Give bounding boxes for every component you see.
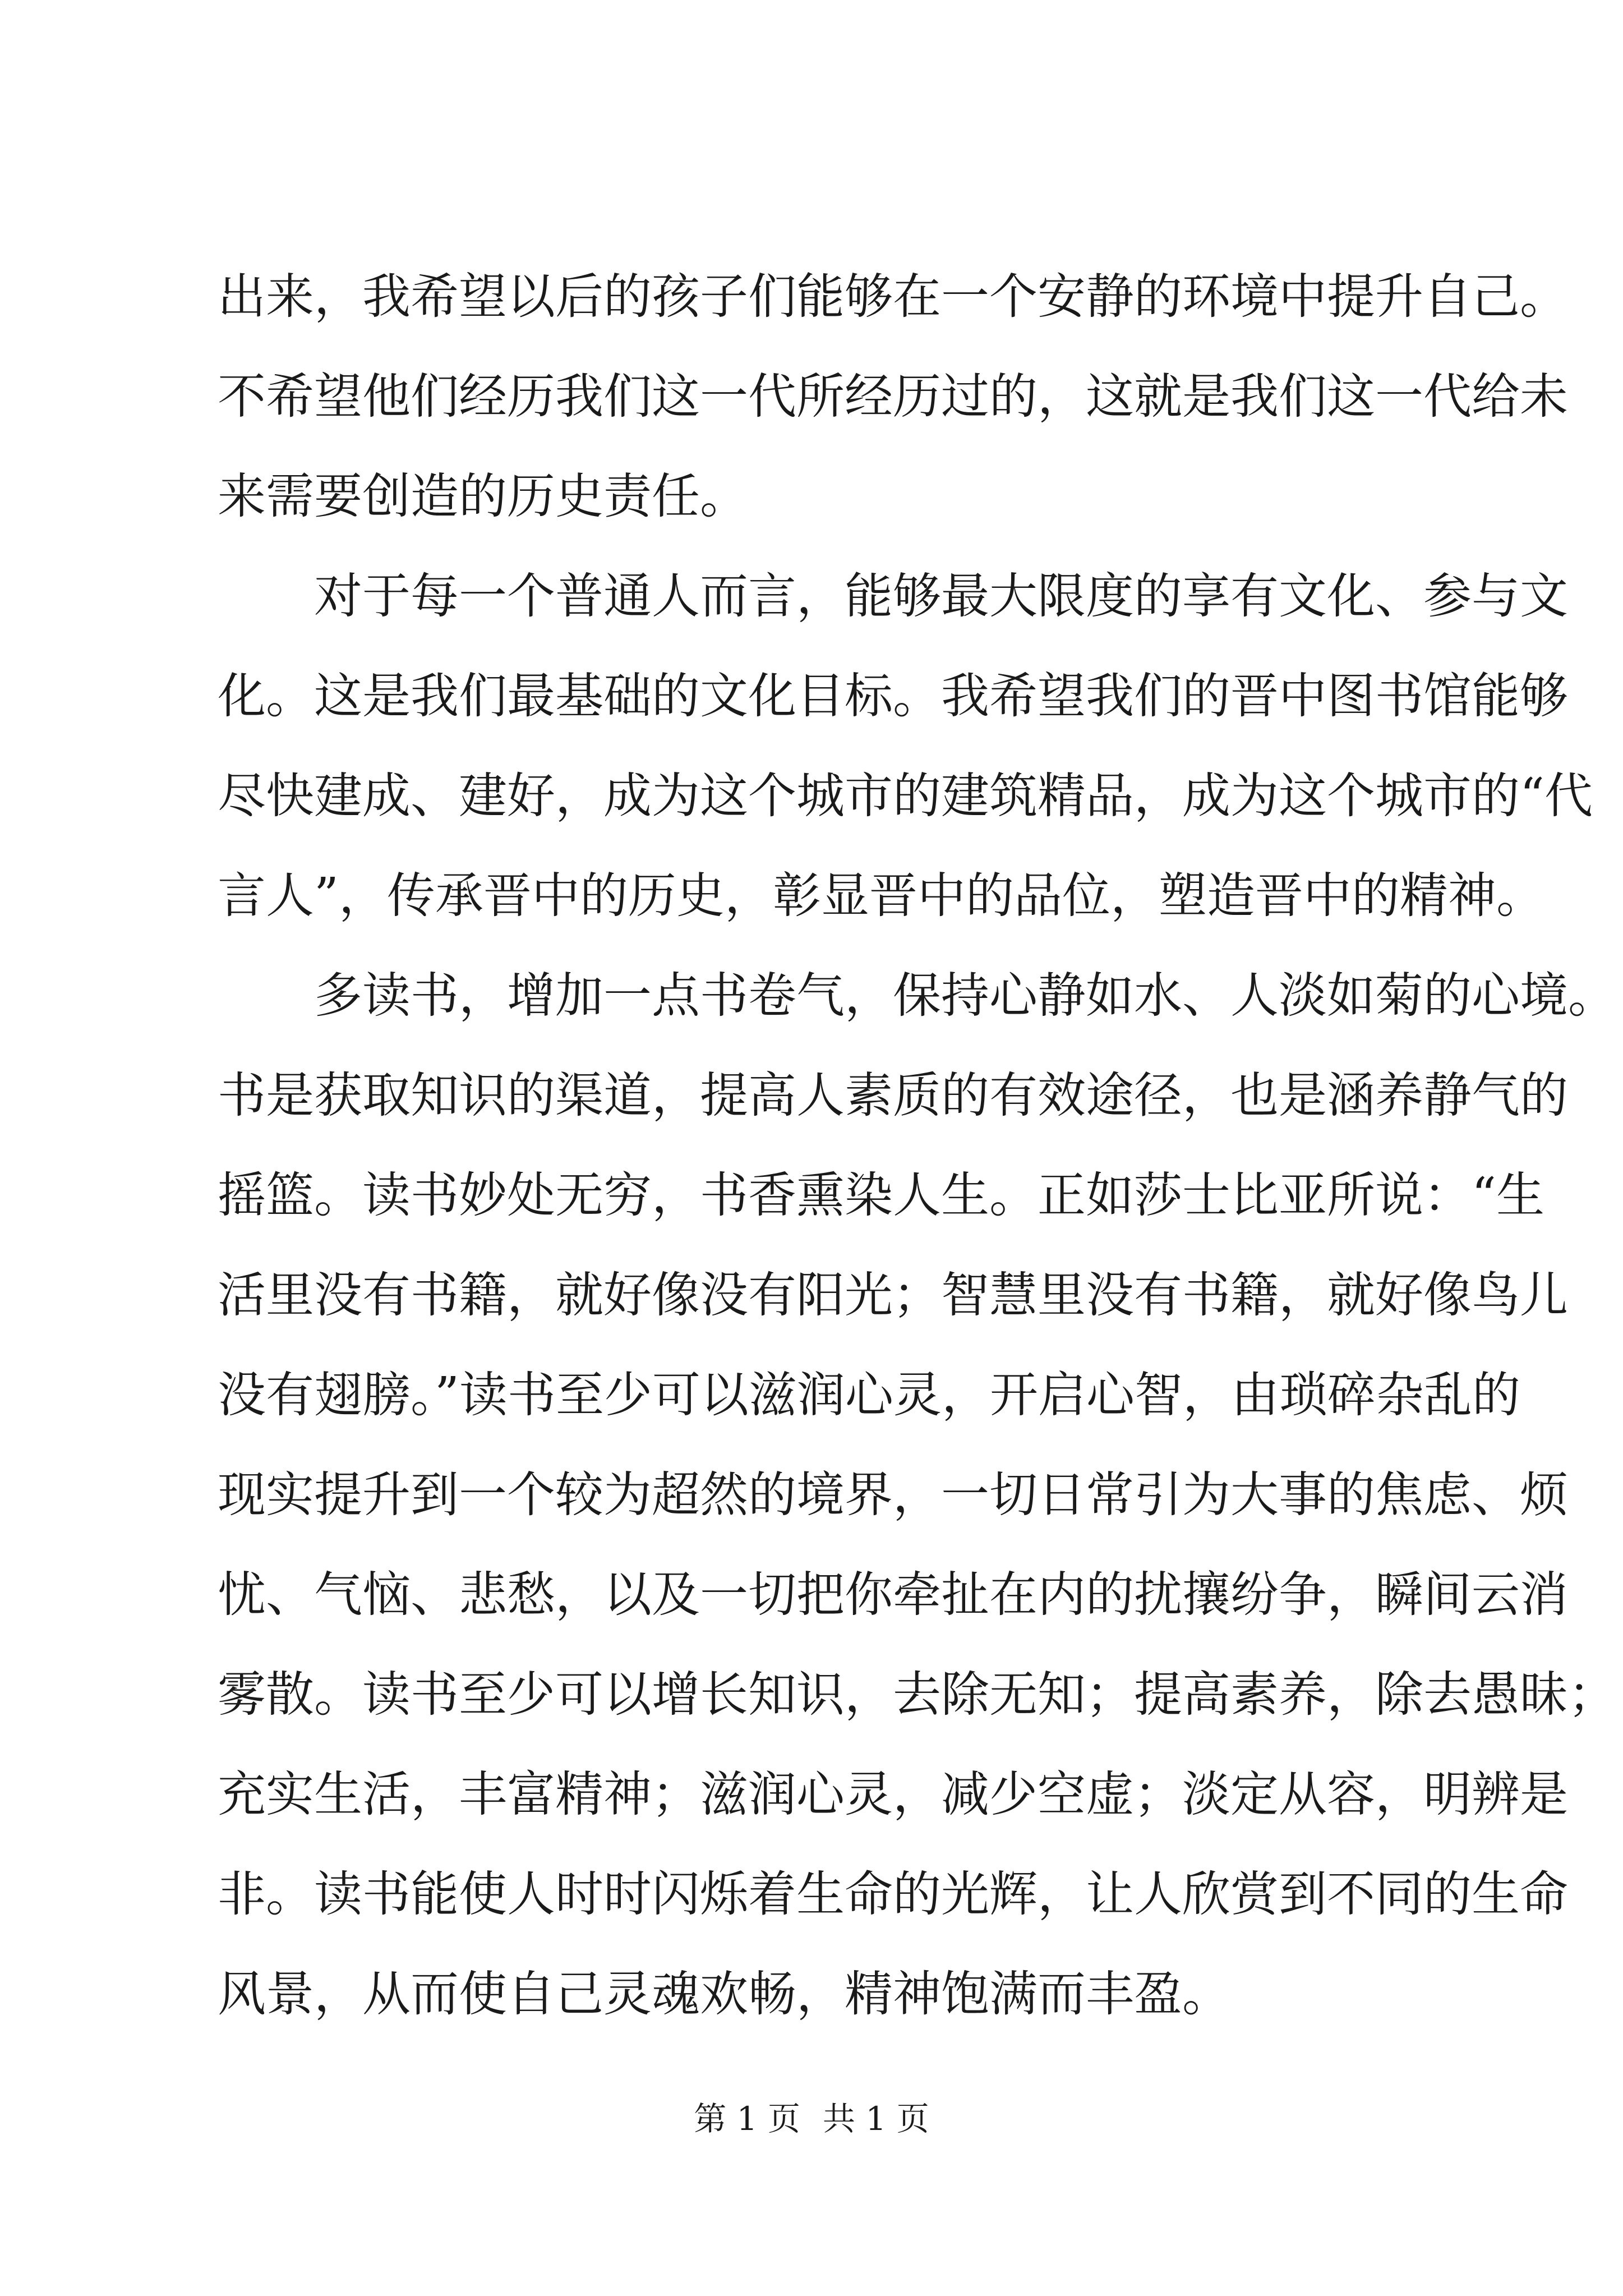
text-line: 言人”，传承晋中的历史，彰显晋中的品位，塑造晋中的精神。 — [218, 868, 1544, 924]
text-line: 充实生活，丰富精神；滋润心灵，减少空虚；淡定从容，明辨是 — [218, 1766, 1568, 1823]
text-line: 化。这是我们最基础的文化目标。我希望我们的晋中图书馆能够 — [218, 668, 1568, 724]
text-line: 活里没有书籍，就好像没有阳光；智慧里没有书籍，就好像鸟儿 — [218, 1267, 1568, 1323]
text-line: 对于每一个普通人而言，能够最大限度的享有文化、参与文 — [314, 568, 1568, 624]
page-number-current: 第 1 页 — [694, 2100, 800, 2138]
text-line: 尽快建成、建好，成为这个城市的建筑精品，成为这个城市的“代 — [218, 768, 1593, 824]
text-line: 出来，我希望以后的孩子们能够在一个安静的环境中提升自己。 — [218, 269, 1568, 325]
text-line: 风景，从而使自己灵魂欢畅，精神饱满而丰盈。 — [218, 1966, 1230, 2022]
text-line: 书是获取知识的渠道，提高人素质的有效途径，也是涵养静气的 — [218, 1068, 1568, 1124]
document-body — [218, 247, 1616, 2044]
text-line: 多读书，增加一点书卷气，保持心静如水、人淡如菊的心境。 — [314, 968, 1616, 1024]
page-footer — [0, 2092, 1623, 2139]
text-line: 忧、气恼、悲愁，以及一切把你牵扯在内的扰攘纷争，瞬间云消 — [218, 1567, 1568, 1623]
text-line: 来需要创造的历史责任。 — [218, 468, 748, 524]
text-line: 不希望他们经历我们这一代所经历过的，这就是我们这一代给未 — [218, 369, 1568, 425]
text-line: 摇篮。读书妙处无穷，书香熏染人生。正如莎士比亚所说：“生 — [218, 1167, 1544, 1223]
text-line: 没有翅膀。”读书至少可以滋润心灵，开启心智，由琐碎杂乱的 — [218, 1367, 1520, 1423]
text-line: 雾散。读书至少可以增长知识，去除无知；提高素养，除去愚昧； — [218, 1667, 1616, 1723]
text-line: 非。读书能使人时时闪烁着生命的光辉，让人欣赏到不同的生命 — [218, 1866, 1568, 1922]
text-line: 现实提升到一个较为超然的境界，一切日常引为大事的焦虑、烦 — [218, 1467, 1568, 1523]
page-number-total: 共 1 页 — [823, 2100, 929, 2138]
